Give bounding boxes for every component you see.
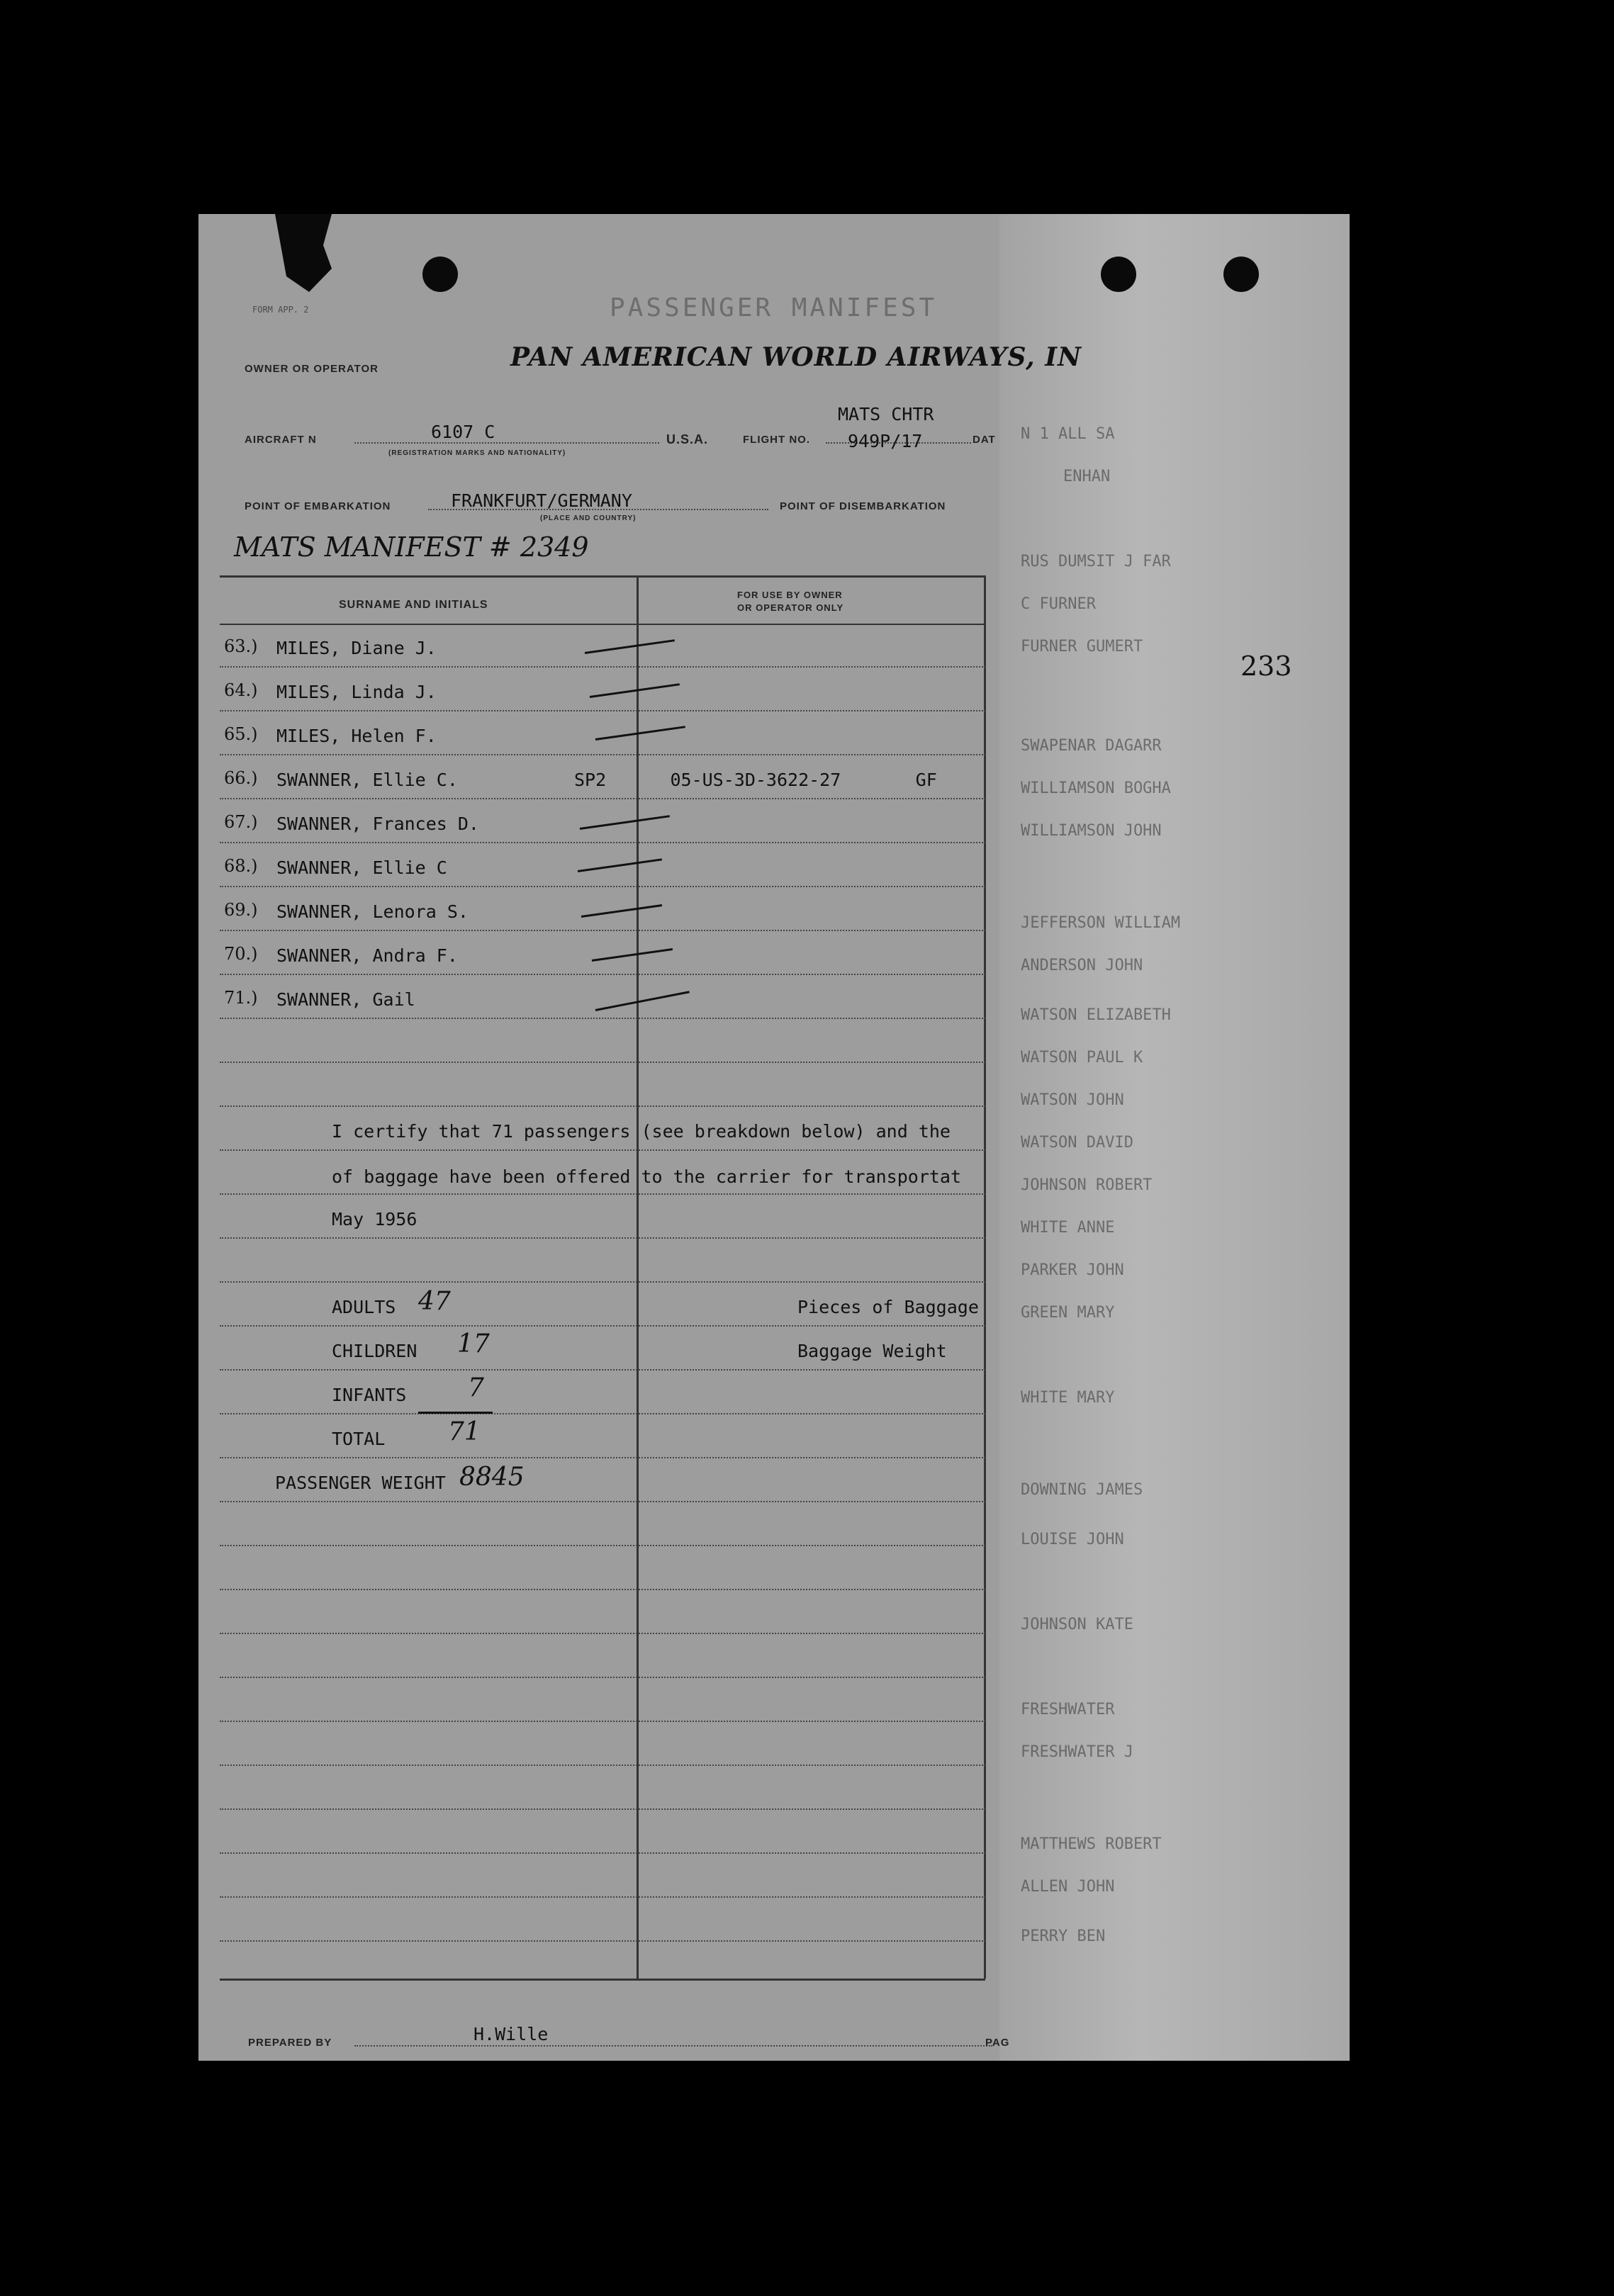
embarkation-label: POINT OF EMBARKATION	[245, 500, 391, 512]
adults-value: 47	[418, 1287, 451, 1316]
form-title: PASSENGER MANIFEST	[610, 293, 938, 322]
punch-hole	[422, 257, 458, 292]
passenger-weight-value: 8845	[459, 1463, 525, 1492]
passenger-name: MILES, Linda J.	[276, 682, 437, 702]
registration-caption: (REGISTRATION MARKS AND NATIONALITY)	[388, 449, 566, 457]
flight-type: MATS CHTR	[838, 404, 934, 424]
passenger-name: SWANNER, Frances D.	[276, 814, 479, 834]
company-name: PAN AMERICAN WORLD AIRWAYS, IN	[510, 342, 1082, 372]
passenger-weight-label: PASSENGER WEIGHT	[275, 1473, 446, 1493]
passenger-name: SWANNER, Gail	[276, 989, 415, 1010]
total-label: TOTAL	[332, 1429, 386, 1449]
prepared-label: PREPARED BY	[248, 2037, 332, 2049]
passenger-name: SWANNER, Lenora S.	[276, 901, 469, 922]
baggage-weight-label: Baggage Weight	[797, 1341, 947, 1361]
infants-value: 7	[468, 1373, 484, 1402]
punch-hole	[1101, 257, 1136, 292]
children-label: CHILDREN	[332, 1341, 417, 1361]
flight-label: FLIGHT NO.	[743, 434, 810, 446]
passenger-name: MILES, Diane J.	[276, 638, 437, 658]
passenger-name: SWANNER, Ellie C.	[276, 770, 458, 790]
aircraft-label: AIRCRAFT N	[245, 434, 317, 446]
place-caption: (PLACE AND COUNTRY)	[540, 514, 637, 522]
punch-hole	[1223, 257, 1259, 292]
row-number: 71.)	[224, 988, 258, 1008]
page-number-handwritten: 233	[1240, 651, 1292, 682]
document-page: N 1 ALL SA ENHAN RUS DUMSIT J FAR C FURNER FURNER GUMERT SWAPENAR DAGARR WILLIAMSON BOGHA WILLIAMSON JOHN JEFFERSON WILLIAM ANDERSON JOHN WATSON ELIZABETH WATSON PAUL K WATSON JOHN WATSON DAVID JOHNSON ROBERT WHITE ANNE PARKER JOHN GREEN MARY WHITE MARY DOWNING JAMES LOUISE JOHN JOHNSON KATE FRESHWATER FRESHWATER J MATTHEWS ROBERT ALLEN JOHN PERRY BEN FORM APP. 2 PASSENGER MANIFEST OWNER OR OPERATOR PAN AMERICAN WORLD AIRWAYS, IN AIRCRAFT N 6107 C (REGISTRATION MARKS AND NATIONALITY) U.S.A. FLIGHT NO. MATS CHTR 949P/17 DAT POINT OF EMBARKATION FRANKFURT/GERMANY (PLACE AND COUNTRY) POINT OF DISEMBARKATION MATS MANIFEST # 2349 233 SURNAME AND INITIALS FOR USE BY OWNER OR OPERATOR ONLY 63.) MILES, Diane J. 64.) MILES, Linda J. 65.) MILES, Helen F. 66.) SWANNER, Ellie C. SP2 05-US-3D-3622-27 GF 67.) SWANNER, Frances D. 68.) SWANNER, Ellie C 69.) SWANNER, Lenora S. 70.) SWANNER, Andra F. 71.) SWANNER, Gail I certify that 71 passengers (see breakdown below) and the of baggage have been offered to the carrier for transportat May 1956 ADULTS 47 CHILDREN 17 INFANTS 7 TOTAL 71 PASSENGER WEIGHT 8845 Pieces of Baggage Baggage Weight PREPARED BY H.Wille PAG	[0, 0, 1614, 2296]
row-number: 70.)	[224, 944, 258, 964]
baggage-pieces-label: Pieces of Baggage	[797, 1297, 979, 1317]
form-code: FORM APP. 2	[252, 305, 309, 315]
certification-line-2: of baggage have been offered to the carrier for transportat	[332, 1166, 962, 1187]
aircraft-value: 6107 C	[431, 422, 495, 442]
certification-line-1: I certify that 71 passengers (see breakdown below) and the	[332, 1121, 951, 1142]
passenger-name: SWANNER, Ellie C	[276, 857, 447, 878]
children-value: 17	[457, 1329, 490, 1358]
infants-label: INFANTS	[332, 1385, 407, 1405]
row-number: 64.)	[224, 680, 258, 700]
row-number: 68.)	[224, 856, 258, 876]
date-label: DAT	[973, 434, 996, 446]
row-number: 66.)	[224, 768, 258, 788]
passenger-name: SWANNER, Andra F.	[276, 945, 458, 966]
row-number: 65.)	[224, 724, 258, 744]
row-number: 63.)	[224, 636, 258, 656]
total-value: 71	[448, 1417, 481, 1446]
flight-value: 949P/17	[848, 431, 923, 451]
page-label: PAG	[985, 2037, 1010, 2049]
col-owner-header-1: FOR USE BY OWNER	[737, 590, 843, 600]
passenger-details: SP2 05-US-3D-3622-27 GF	[574, 770, 937, 790]
col-owner-header-2: OR OPERATOR ONLY	[737, 602, 844, 613]
adults-label: ADULTS	[332, 1297, 396, 1317]
disembarkation-label: POINT OF DISEMBARKATION	[780, 500, 946, 512]
certification-line-3: May 1956	[332, 1209, 417, 1229]
col-name-header: SURNAME AND INITIALS	[339, 599, 488, 611]
row-number: 67.)	[224, 812, 258, 832]
owner-label: OWNER OR OPERATOR	[245, 363, 379, 375]
usa-label: U.S.A.	[666, 432, 709, 446]
embarkation-value: FRANKFURT/GERMANY	[451, 490, 632, 511]
prepared-value: H.Wille	[473, 2024, 549, 2044]
passenger-name: MILES, Helen F.	[276, 726, 437, 746]
row-number: 69.)	[224, 900, 258, 920]
manifest-note: MATS MANIFEST # 2349	[234, 531, 589, 563]
